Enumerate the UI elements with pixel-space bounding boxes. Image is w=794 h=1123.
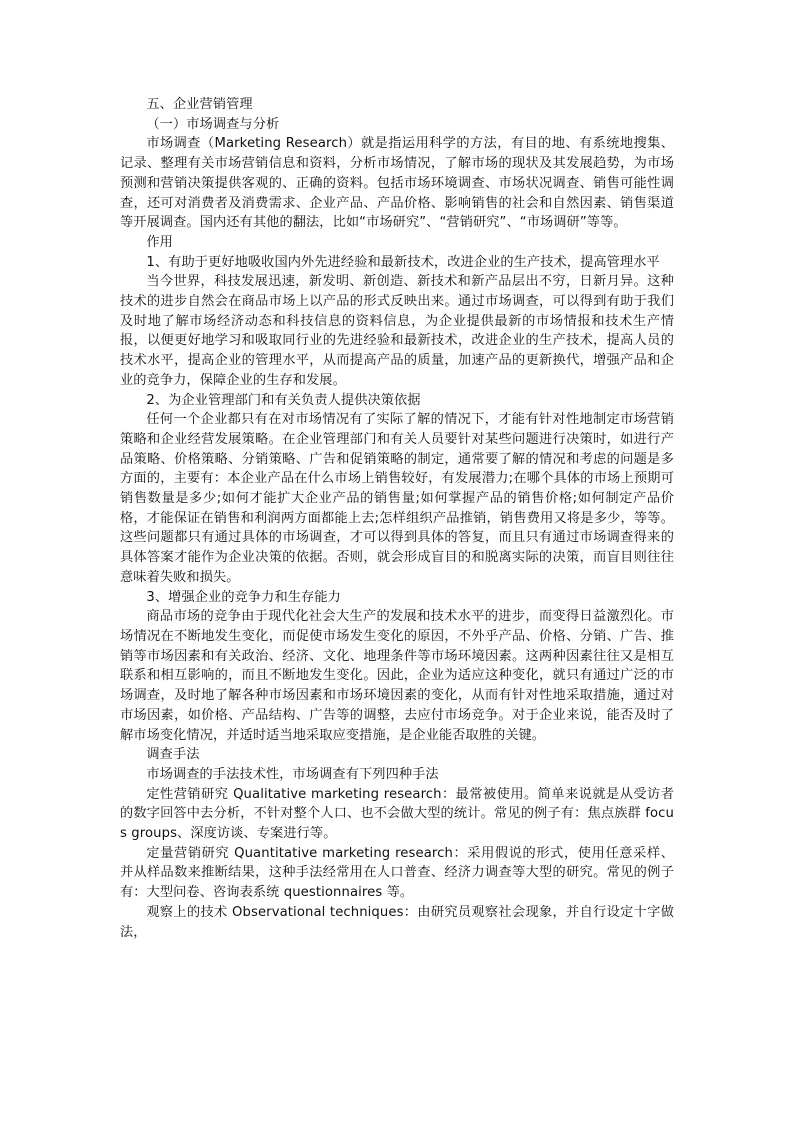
- heading-methods: 调查手法: [146, 747, 200, 763]
- point-2-heading: 2、为企业管理部门和有关负责人提供决策依据: [146, 392, 421, 408]
- paragraph-qualitative: 定性营销研究 Qualitative marketing research：最常被使用。简单来说就是从受访者的数字回答中去分析，不针对整个人口、也不会做大型的统计。常见的例子有：焦点族群 focus groups、深度访谈、专案进行等。: [120, 786, 674, 842]
- section-heading: 五、企业营销管理: [146, 97, 253, 112]
- paragraph-quantitative: 定量营销研究 Quantitative marketing research：采用假说的形式，使用任意采样、并从样品数来推断结果，这种手法经常用在人口普查、经济力调查等大型的研究。常见的例子有：大型问卷、咨询表系统 questionnaires 等。: [120, 845, 674, 901]
- document-page: [120, 95, 674, 942]
- point-1-heading: 1、有助于更好地吸收国内外先进经验和最新技术，改进企业的生产技术，提高管理水平: [146, 254, 660, 270]
- paragraph-definition: 市场调查（Marketing Research）就是指运用科学的方法，有目的地、有系统地搜集、记录、整理有关市场营销信息和资料，分析市场情况，了解市场的现状及其发展趋势，为市场预测和营销决策提供客观的、正确的资料。包括市场环境调查、市场状况调查、销售可能性调查，还可对消费者及消费需求、企业产品、产品价格、影响销售的社会和自然因素、销售渠道等开展调查。国内还有其他的翻法，比如“市场研究”、“营销研究”、“市场调研”等等。: [120, 136, 674, 231]
- paragraph-methods-intro: 市场调查的手法技术性，市场调查有下列四种手法: [146, 766, 439, 782]
- paragraph-point-2: 任何一个企业都只有在对市场情况有了实际了解的情况下，才能有针对性地制定市场营销策略和企业经营发展策略。在企业管理部门和有关人员要针对某些问题进行决策时，如进行产品策略、价格策略、分销策略、广告和促销策略的制定，通常要了解的情况和考虑的问题是多方面的，主要有：本企业产品在什么市场上销售较好，有发展潜力;在哪个具体的市场上预期可销售数量是多少;如何才能扩大企业产品的销售量;如何掌握产品的销售价格;如何制定产品价格，才能保证在销售和利润两方面都能上去;怎样组织产品推销，销售费用又将是多少，等等。这些问题都只有通过具体的市场调查，才可以得到具体的答复，而且只有通过市场调查得来的具体答案才能作为企业决策的依据。否则，就会形成盲目的和脱离实际的决策，而盲目则往往意味着失败和损失。: [120, 412, 674, 585]
- paragraph-point-3: 商品市场的竞争由于现代化社会大生产的发展和技术水平的进步，而变得日益激烈化。市场情况在不断地发生变化，而促使市场发生变化的原因，不外乎产品、价格、分销、广告、推销等市场因素和有关政治、经济、文化、地理条件等市场环境因素。这两种因素往往又是相互联系和相互影响的，而且不断地发生变化。因此，企业为适应这种变化，就只有通过广泛的市场调查，及时地了解各种市场因素和市场环境因素的变化，从而有针对性地采取措施，通过对市场因素，如价格、产品结构、广告等的调整，去应付市场竞争。对于企业来说，能否及时了解市场变化情况，并适时适当地采取应变措施，是企业能否取胜的关键。: [120, 609, 674, 743]
- subsection-heading: （一）市场调查与分析: [146, 116, 280, 132]
- point-3-heading: 3、增强企业的竞争力和生存能力: [146, 589, 341, 605]
- heading-function: 作用: [146, 234, 173, 250]
- paragraph-observational: 观察上的技术 Observational techniques：由研究员观察社会现象，并自行设定十字做法，: [120, 904, 674, 940]
- paragraph-point-1: 当今世界，科技发展迅速，新发明、新创造、新技术和新产品层出不穷，日新月异。这种技术的进步自然会在商品市场上以产品的形式反映出来。通过市场调查，可以得到有助于我们及时地了解市场经济动态和科技信息的资料信息，为企业提供最新的市场情报和技术生产情报，以便更好地学习和吸取同行业的先进经验和最新技术，改进企业的生产技术，提高人员的技术水平，提高企业的管理水平，从而提高产品的质量，加速产品的更新换代，增强产品和企业的竞争力，保障企业的生存和发展。: [120, 274, 674, 388]
